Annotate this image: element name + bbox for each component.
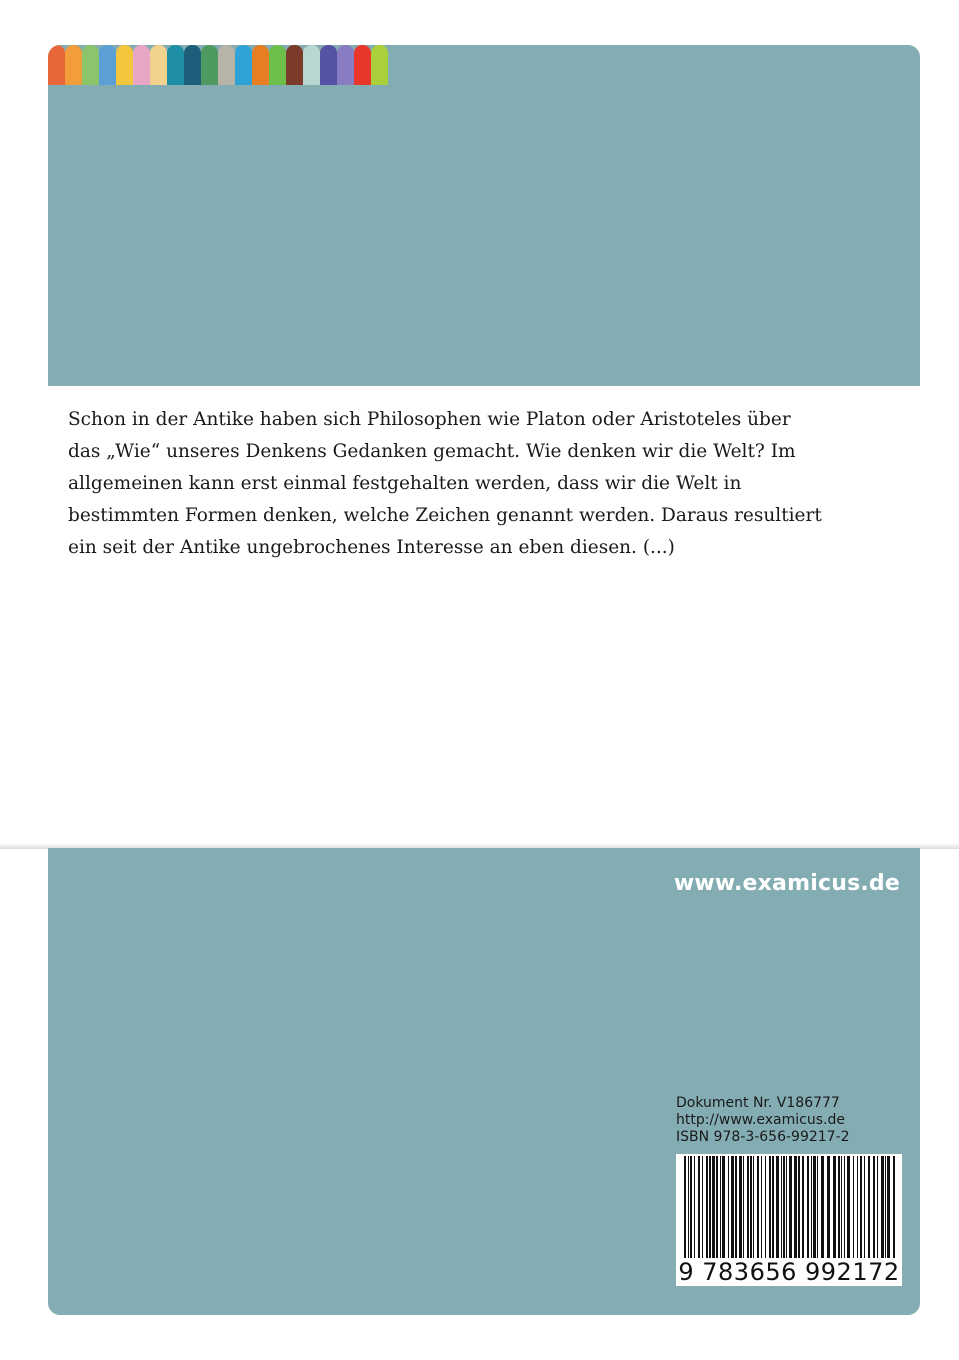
color-stripe	[337, 45, 354, 85]
barcode-bar	[709, 1156, 711, 1262]
document-metadata	[676, 1095, 850, 1146]
publisher-website: www.examicus.de	[673, 871, 900, 896]
barcode-bar	[802, 1156, 804, 1262]
blurb-line: allgemeinen kann erst einmal festgehalten werden, dass wir die Welt in	[68, 473, 742, 494]
color-stripe	[252, 45, 269, 85]
barcode-bar	[690, 1156, 692, 1262]
color-stripe	[286, 45, 303, 85]
color-stripe	[99, 45, 116, 85]
barcode-bar	[838, 1156, 840, 1262]
barcode-bar	[747, 1156, 749, 1262]
barcode-bar	[706, 1156, 708, 1262]
isbn-barcode	[676, 1154, 902, 1286]
barcode-bar	[786, 1156, 787, 1262]
color-stripe	[235, 45, 252, 85]
barcode-bar	[776, 1156, 779, 1262]
color-stripe	[218, 45, 235, 85]
barcode-bar	[688, 1156, 689, 1262]
barcode-bar	[811, 1156, 812, 1262]
barcode-bar	[827, 1156, 830, 1262]
barcode-bar	[841, 1156, 842, 1262]
barcode-bar	[731, 1156, 734, 1262]
barcode-bar	[735, 1156, 737, 1262]
barcode-bar	[684, 1156, 686, 1262]
color-stripe	[269, 45, 286, 85]
color-stripe	[303, 45, 320, 85]
color-stripe	[167, 45, 184, 85]
barcode-bar	[881, 1156, 884, 1262]
color-stripe	[371, 45, 388, 85]
barcode-bar	[765, 1156, 766, 1262]
book-blurb	[68, 404, 822, 564]
barcode-bar	[885, 1156, 886, 1262]
barcode-bar	[868, 1156, 870, 1262]
barcode-bar	[877, 1156, 878, 1262]
barcode-bar	[694, 1156, 695, 1262]
barcode-bar	[761, 1156, 762, 1262]
barcode-bar	[781, 1156, 782, 1262]
document-url: http://www.examicus.de	[676, 1112, 845, 1128]
barcode-bar	[844, 1156, 845, 1262]
barcode-bar	[716, 1156, 718, 1262]
barcode-bar	[743, 1156, 744, 1262]
barcode-bar	[753, 1156, 754, 1262]
barcode-bar	[887, 1156, 890, 1262]
barcode-bar	[833, 1156, 836, 1262]
barcode-bar	[702, 1156, 703, 1262]
barcode-bar	[847, 1156, 850, 1262]
color-stripe	[82, 45, 99, 85]
barcode-bar	[860, 1156, 862, 1262]
barcode-bar	[789, 1156, 792, 1262]
cover-bottom-panel	[48, 848, 920, 1315]
color-stripe	[184, 45, 201, 85]
blurb-line: bestimmten Formen denken, welche Zeichen genannt werden. Daraus resultiert	[68, 505, 822, 526]
barcode-bar	[769, 1156, 771, 1262]
barcode-bar	[864, 1156, 865, 1262]
color-stripe	[354, 45, 371, 85]
color-stripe	[150, 45, 167, 85]
blurb-line: Schon in der Antike haben sich Philosophen wie Platon oder Aristoteles über	[68, 409, 791, 430]
barcode-bar	[807, 1156, 809, 1262]
barcode-bar	[813, 1156, 816, 1262]
barcode-bar	[817, 1156, 818, 1262]
blurb-line: das „Wie“ unseres Denkens Gedanken gemacht. Wie denken wir die Welt? Im	[68, 441, 796, 462]
color-stripe	[320, 45, 337, 85]
barcode-bar	[853, 1156, 854, 1262]
barcode-bar	[728, 1156, 729, 1262]
color-stripes	[48, 45, 388, 85]
color-stripe	[48, 45, 65, 85]
barcode-bar	[873, 1156, 875, 1262]
barcode-bar	[857, 1156, 858, 1262]
barcode-bar	[794, 1156, 797, 1262]
barcode-bar	[712, 1156, 715, 1262]
barcode-digits: 9 783656 992172	[676, 1258, 902, 1286]
color-stripe	[65, 45, 82, 85]
cover-top-panel	[48, 45, 920, 386]
barcode-bar	[893, 1156, 895, 1262]
blurb-line: ein seit der Antike ungebrochenes Interesse an eben diesen. (...)	[68, 537, 675, 558]
barcode-bar	[757, 1156, 759, 1262]
color-stripe	[133, 45, 150, 85]
barcode-bar	[739, 1156, 742, 1262]
barcode-bar	[750, 1156, 752, 1262]
barcode-bar	[698, 1156, 700, 1262]
barcode-bar	[821, 1156, 824, 1262]
isbn-number: ISBN 978-3-656-99217-2	[676, 1129, 850, 1145]
barcode-bar	[722, 1156, 725, 1262]
barcode-bar	[720, 1156, 721, 1262]
color-stripe	[201, 45, 218, 85]
document-number: Dokument Nr. V186777	[676, 1095, 840, 1111]
barcode-bar	[783, 1156, 785, 1262]
barcode-bar	[772, 1156, 774, 1262]
barcode-bar	[798, 1156, 800, 1262]
color-stripe	[116, 45, 133, 85]
